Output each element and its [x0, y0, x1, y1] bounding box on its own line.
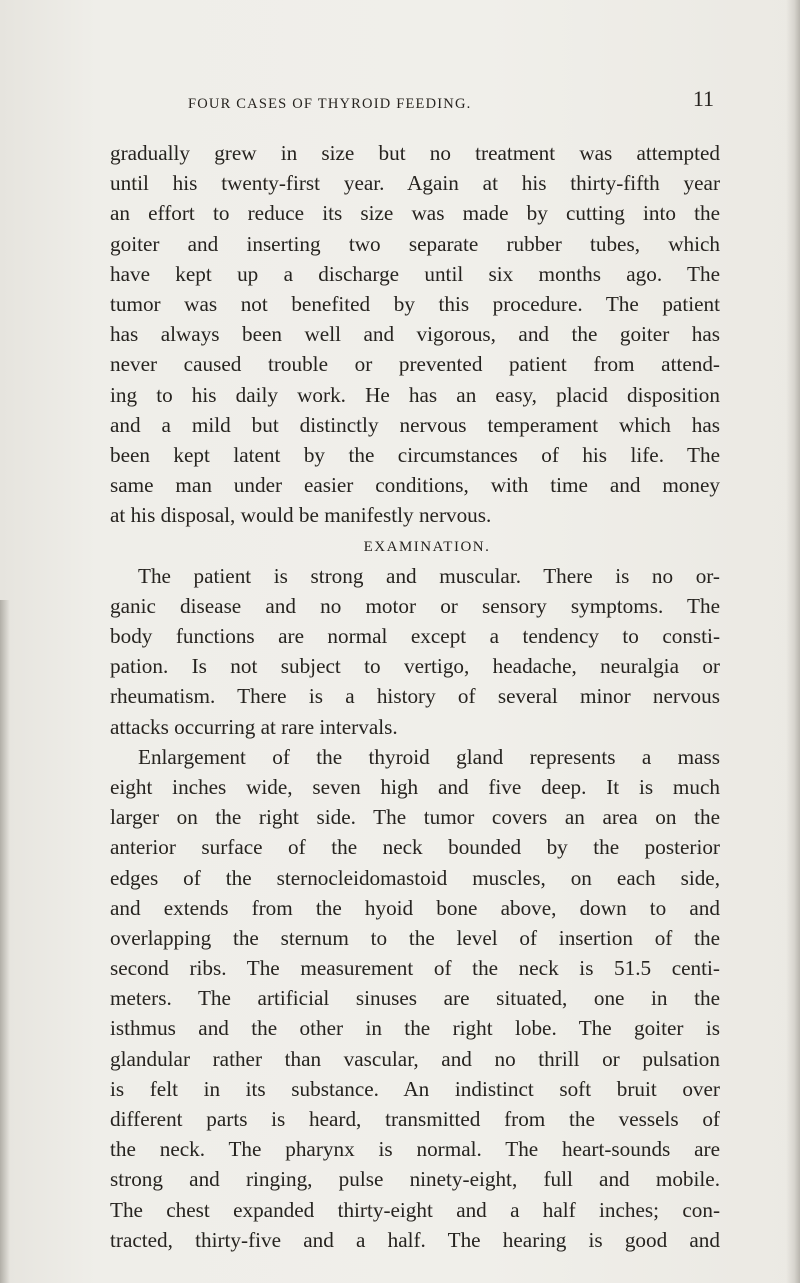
text-line: tumor was not benefited by this procedure. The patient — [110, 291, 720, 316]
text-line: overlapping the sternum to the level of insertion of the — [110, 925, 720, 950]
text-line: an effort to reduce its size was made by cutting into the — [110, 201, 720, 226]
text-line: has always been well and vigorous, and the goiter has — [110, 322, 720, 347]
text-line: and a mild but distinctly nervous temperament which has — [110, 412, 720, 437]
text-line: different parts is heard, transmitted from the vessels of — [110, 1107, 720, 1131]
text-line: gradually grew in size but no treatment was attempted — [110, 141, 720, 165]
text-line: strong and ringing, pulse ninety-eight, full and mobile. — [110, 1167, 720, 1192]
page-edge-shadow-right — [786, 0, 800, 1283]
section-heading: EXAMINATION. — [363, 539, 491, 556]
body-text — [110, 138, 720, 1255]
text-line: goiter and inserting two separate rubber tubes, which — [110, 231, 720, 256]
text-line: rheumatism. There is a history of several minor nervous — [110, 684, 720, 709]
text-line: same man under easier conditions, with time and money — [110, 473, 720, 498]
text-line: glandular rather than vascular, and no thrill or pulsation — [110, 1046, 720, 1071]
text-line: larger on the right side. The tumor covers an area on the — [110, 805, 720, 830]
text-line: isthmus and the other in the right lobe. The goiter is — [110, 1016, 720, 1041]
text-line: until his twenty-first year. Again at his thirty-fifth year — [110, 171, 720, 196]
text-line: and extends from the hyoid bone above, down to and — [110, 895, 720, 920]
text-line: at his disposal, would be manifestly nervous. — [110, 503, 492, 528]
page-edge-shadow-left — [0, 600, 10, 1283]
text-line: tracted, thirty-five and a half. The hearing is good and — [110, 1227, 720, 1252]
text-line: the neck. The pharynx is normal. The heart-sounds are — [110, 1137, 720, 1162]
text-line: ing to his daily work. He has an easy, placid disposition — [110, 382, 720, 407]
text-line: never caused trouble or prevented patient from attend- — [110, 352, 720, 377]
paragraph-1 — [110, 138, 720, 530]
text-line: been kept latent by the circumstances of his life. The — [110, 442, 720, 467]
text-line: body functions are normal except a tendency to consti- — [110, 624, 720, 648]
text-line: edges of the sternocleidomastoid muscles, on each side, — [110, 865, 720, 890]
text-line: eight inches wide, seven high and five deep. It is much — [110, 774, 720, 799]
running-head: FOUR CASES OF THYROID FEEDING. — [188, 96, 472, 112]
text-line: meters. The artificial sinuses are situated, one in the — [110, 986, 720, 1011]
text-line: Enlargement of the thyroid gland represents a mass — [138, 744, 720, 769]
page-header — [188, 86, 714, 112]
text-line: attacks occurring at rare intervals. — [110, 714, 398, 739]
text-line: have kept up a discharge until six months ago. The — [110, 261, 720, 286]
text-line: pation. Is not subject to vertigo, headache, neuralgia or — [110, 654, 720, 679]
paragraph-3 — [110, 742, 720, 1255]
text-line: second ribs. The measurement of the neck is 51.5 centi- — [110, 956, 720, 981]
page-number: 11 — [692, 86, 714, 111]
text-line: The patient is strong and muscular. There is no or- — [138, 563, 720, 588]
text-line: is felt in its substance. An indistinct soft bruit over — [110, 1076, 720, 1101]
text-line: anterior surface of the neck bounded by the posterior — [110, 835, 720, 860]
paragraph-2 — [110, 561, 720, 742]
text-line: ganic disease and no motor or sensory symptoms. The — [110, 593, 720, 618]
text-line: The chest expanded thirty-eight and a half inches; con- — [110, 1197, 720, 1222]
